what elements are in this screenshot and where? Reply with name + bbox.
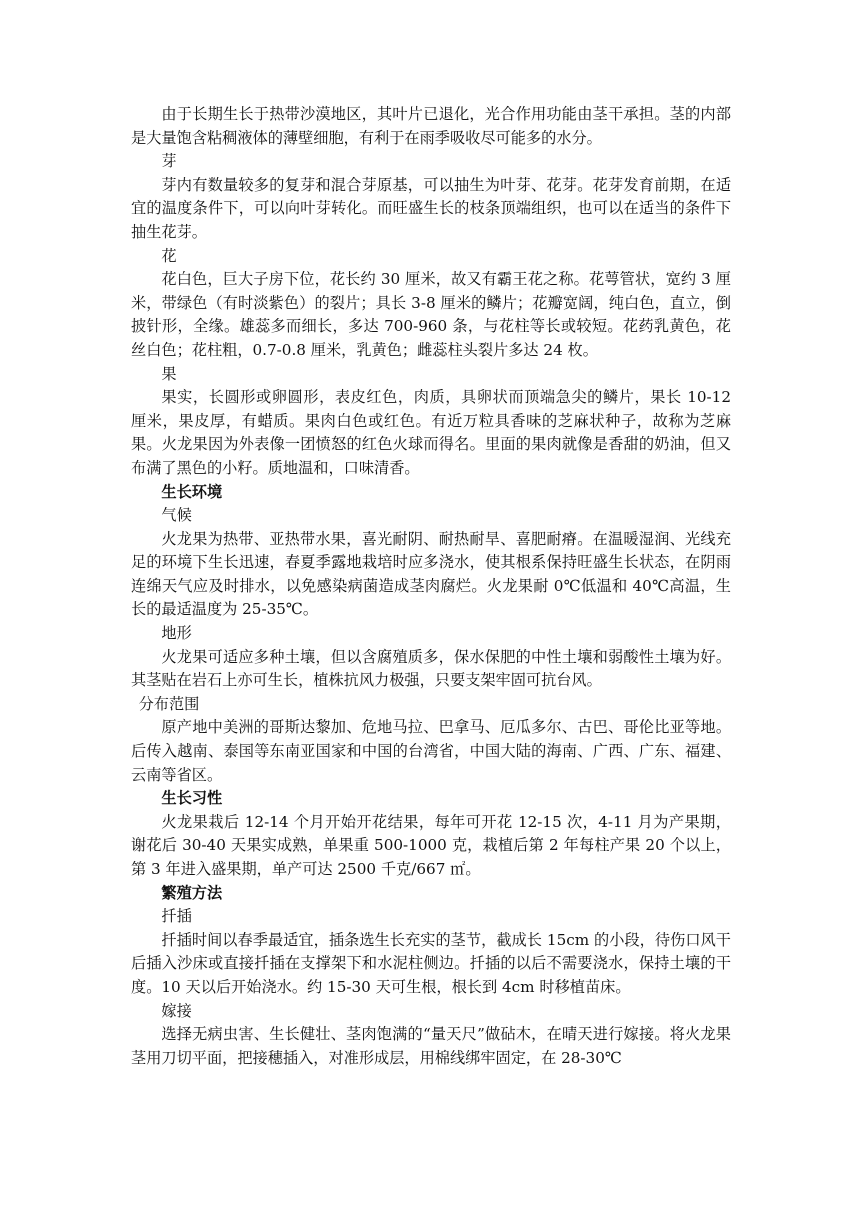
subheading-cutting: 扦插 [161,907,192,926]
subheading-fruit: 果 [161,364,177,383]
paragraph-flower: 花白色，巨大子房下位，花长约 30 厘米，故又有霸王花之称。花萼管状，宽约 3 厘米，带绿色（有时淡紫色）的裂片；具长 3-8 厘米的鳞片；花瓣宽阔，纯白色，直立，倒披针形，全缘。雄蕊多而细长，多达 700-960 条，与花柱等长或较短。花药乳黄色，花丝白色；花柱粗，0.7-0.8 厘米，乳黄色；雌蕊柱头裂片多达 24 枚。 [131,270,731,359]
paragraph-stem: 由于长期生长于热带沙漠地区，其叶片已退化，光合作用功能由茎干承担。茎的内部是大量饱含粘稠液体的薄壁细胞，有利于在雨季吸收尽可能多的水分。 [131,105,731,147]
paragraph-terrain: 火龙果可适应多种土壤，但以含腐殖质多，保水保肥的中性土壤和弱酸性土壤为好。其茎贴在岩石上亦可生长，植株抗风力极强，只要支架牢固可抗台风。 [131,647,731,690]
paragraph-fruit: 果实，长圆形或卵圆形，表皮红色，肉质，具卵状而顶端急尖的鳞片，果长 10-12 厘米，果皮厚，有蜡质。果肉白色或红色。有近万粒具香味的芝麻状种子，故称为芝麻果。火龙果因为外表像一团愤怒的红色火球而得名。里面的果肉就像是香甜的奶油，但又布满了黑色的小籽。质地温和，口味清香。 [131,388,731,477]
subheading-distribution: 分布范围 [138,694,200,713]
paragraph-distribution: 原产地中美洲的哥斯达黎加、危地马拉、巴拿马、厄瓜多尔、古巴、哥伦比亚等地。后传入越南、泰国等东南亚国家和中国的台湾省，中国大陆的海南、广西、广东、福建、云南等省区。 [131,718,731,784]
subheading-grafting: 嫁接 [161,1001,192,1020]
paragraph-habits: 火龙果栽后 12-14 个月开始开花结果，每年可开花 12-15 次，4-11 月为产果期，谢花后 30-40 天果实成熟，单果重 500-1000 克，栽植后第 2 年每柱产果 20 个以上，第 3 年进入盛果期，单产可达 2500 千克/667 ㎡。 [131,812,731,878]
section-heading-habits: 生长习性 [161,789,223,808]
section-heading-environment: 生长环境 [161,482,223,501]
subheading-climate: 气候 [161,506,192,525]
document-page [131,103,731,1070]
paragraph-grafting: 选择无病虫害、生长健壮、茎肉饱满的“量天尺”做砧木，在晴天进行嫁接。将火龙果茎用刀切平面，把接穗插入，对准形成层，用棉线绑牢固定，在 28-30℃ [131,1025,731,1067]
subheading-flower: 花 [161,246,177,265]
paragraph-cutting: 扦插时间以春季最适宜，插条选生长充实的茎节，截成长 15cm 的小段，待伤口风干后插入沙床或直接扦插在支撑架下和水泥柱侧边。扦插的以后不需要浇水，保持土壤的干度。10 天以后开始浇水。约 15-30 天可生根，根长到 4cm 时移植苗床。 [131,930,731,996]
subheading-terrain: 地形 [161,624,192,643]
subheading-bud: 芽 [161,152,177,171]
paragraph-bud: 芽内有数量较多的复芽和混合芽原基，可以抽生为叶芽、花芽。花芽发育前期，在适宜的温度条件下，可以向叶芽转化。而旺盛生长的枝条顶端组织，也可以在适当的条件下抽生花芽。 [131,175,731,241]
paragraph-climate: 火龙果为热带、亚热带水果，喜光耐阴、耐热耐旱、喜肥耐瘠。在温暖湿润、光线充足的环境下生长迅速，春夏季露地栽培时应多浇水，使其根系保持旺盛生长状态，在阴雨连绵天气应及时排水，以免感染病菌造成茎肉腐烂。火龙果耐 0℃低温和 40℃高温，生长的最适温度为 25-35℃。 [131,529,731,619]
section-heading-propagation: 繁殖方法 [161,883,223,902]
